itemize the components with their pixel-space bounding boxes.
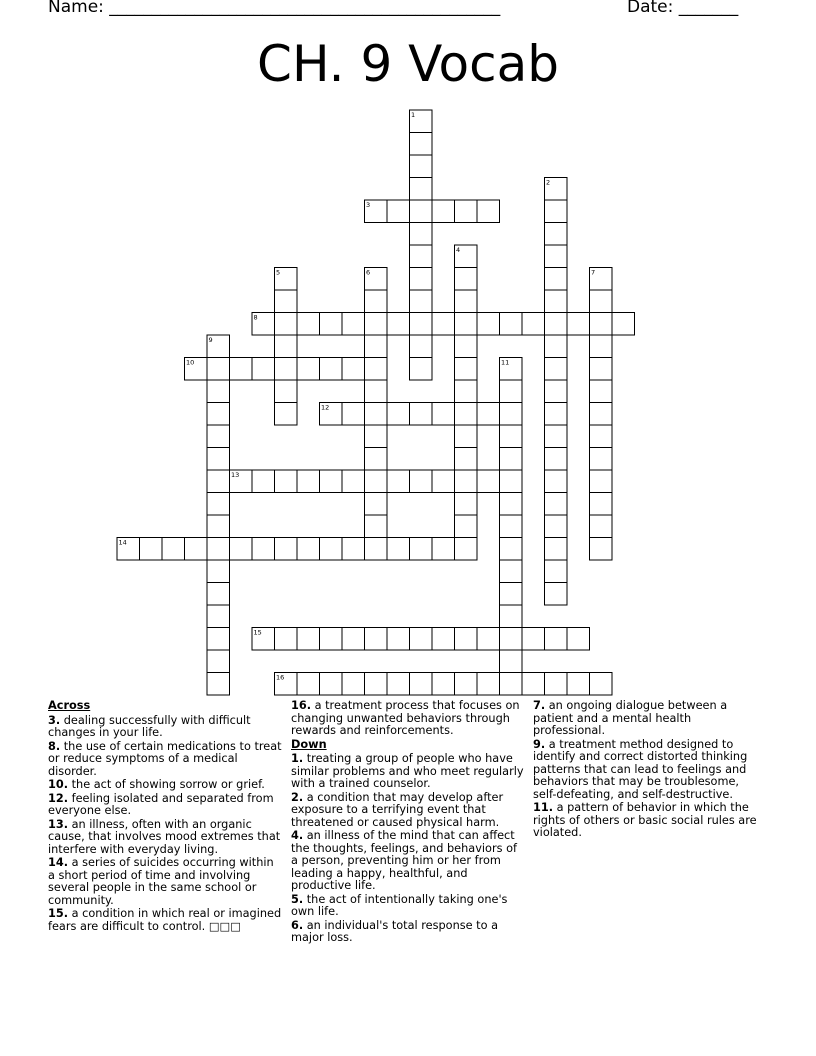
page-title: CH. 9 Vocab — [257, 35, 559, 93]
grid-cell[interactable] — [545, 448, 568, 471]
clue-across-15: 15. a condition in which real or imagined fears are difficult to control. □□□ — [48, 907, 282, 933]
cell-number: 11 — [501, 358, 510, 367]
cell-number: 9 — [208, 336, 213, 344]
grid-cell[interactable] — [275, 628, 298, 651]
grid-cell[interactable] — [297, 628, 320, 651]
grid-cell[interactable] — [410, 403, 433, 426]
grid-cell[interactable] — [545, 223, 568, 246]
grid-cell[interactable] — [410, 358, 433, 381]
grid-cell[interactable] — [590, 470, 613, 493]
grid-cell[interactable] — [500, 650, 523, 673]
grid-cell[interactable] — [432, 403, 455, 426]
grid-cell[interactable] — [320, 538, 343, 561]
grid-cell[interactable] — [500, 313, 523, 336]
grid-cell[interactable] — [275, 290, 298, 313]
cell-number: 7 — [591, 268, 596, 277]
grid-cell[interactable] — [207, 628, 230, 651]
grid-cell[interactable] — [545, 200, 568, 223]
grid-cell[interactable] — [275, 313, 298, 336]
grid-cell[interactable] — [297, 358, 320, 381]
grid-cell[interactable] — [545, 313, 568, 336]
grid-cell[interactable] — [477, 628, 500, 651]
grid-cell[interactable] — [230, 538, 253, 561]
grid-cell[interactable] — [590, 290, 613, 313]
grid-cell[interactable] — [545, 673, 568, 696]
grid-cell[interactable] — [545, 493, 568, 516]
cell-number: 6 — [366, 268, 371, 277]
grid-cell[interactable] — [545, 358, 568, 381]
grid-cell[interactable] — [432, 628, 455, 651]
grid-cell[interactable] — [500, 583, 523, 606]
grid-cell[interactable] — [410, 538, 433, 561]
cell-number: 16 — [276, 673, 285, 682]
grid-cell[interactable] — [387, 200, 410, 223]
grid-cell[interactable] — [365, 538, 388, 561]
grid-cell[interactable] — [410, 268, 433, 291]
grid-cell[interactable] — [410, 470, 433, 493]
grid-cell[interactable] — [185, 538, 208, 561]
grid-cell[interactable] — [342, 313, 365, 336]
grid-cell[interactable] — [207, 448, 230, 471]
grid-cell[interactable] — [410, 628, 433, 651]
grid-cell[interactable] — [590, 313, 613, 336]
grid-cell[interactable] — [410, 178, 433, 201]
grid-cell[interactable] — [275, 358, 298, 381]
grid-cell[interactable] — [252, 358, 275, 381]
grid-cell[interactable] — [567, 673, 590, 696]
grid-cell[interactable] — [590, 335, 613, 358]
grid-cell[interactable] — [455, 673, 478, 696]
date-field-label: Date: _______ — [627, 0, 739, 17]
grid-cell[interactable] — [207, 470, 230, 493]
grid-cell[interactable] — [545, 403, 568, 426]
grid-cell[interactable] — [500, 560, 523, 583]
grid-cell[interactable] — [410, 223, 433, 246]
cell-number: 10 — [186, 358, 195, 367]
grid-cell[interactable] — [590, 403, 613, 426]
grid-cell[interactable] — [455, 313, 478, 336]
grid-cell[interactable] — [455, 538, 478, 561]
grid-cell[interactable] — [297, 538, 320, 561]
grid-cell[interactable] — [230, 358, 253, 381]
grid-cell[interactable] — [320, 313, 343, 336]
grid-cell[interactable] — [500, 470, 523, 493]
grid-cell[interactable] — [365, 673, 388, 696]
clues-column-1 — [48, 700, 282, 934]
grid-cell[interactable] — [612, 313, 635, 336]
grid-cell[interactable] — [590, 493, 613, 516]
grid-cell[interactable] — [365, 358, 388, 381]
grid-cell[interactable] — [410, 200, 433, 223]
grid-cell[interactable] — [500, 425, 523, 448]
grid-cell[interactable] — [365, 403, 388, 426]
grid-cell[interactable] — [500, 605, 523, 628]
grid-cell[interactable] — [207, 515, 230, 538]
grid-cell[interactable] — [252, 470, 275, 493]
grid-cell[interactable] — [567, 313, 590, 336]
grid-cell[interactable] — [477, 313, 500, 336]
grid-cell[interactable] — [207, 560, 230, 583]
grid-cell[interactable] — [590, 358, 613, 381]
grid-cell[interactable] — [410, 245, 433, 268]
grid-cell[interactable] — [545, 515, 568, 538]
grid-cell[interactable] — [455, 268, 478, 291]
grid-cell[interactable] — [545, 380, 568, 403]
grid-cell[interactable] — [320, 470, 343, 493]
cell-number: 1 — [411, 111, 416, 119]
grid-cell[interactable] — [545, 628, 568, 651]
grid-cell[interactable] — [455, 493, 478, 516]
grid-cell[interactable] — [410, 155, 433, 178]
grid-cell[interactable] — [252, 538, 275, 561]
grid-cell[interactable] — [387, 470, 410, 493]
grid-cell[interactable] — [455, 448, 478, 471]
grid-cell[interactable] — [545, 245, 568, 268]
grid-cell[interactable] — [477, 403, 500, 426]
grid-cell[interactable] — [455, 335, 478, 358]
grid-cell[interactable] — [387, 313, 410, 336]
grid-cell[interactable] — [410, 335, 433, 358]
grid-cell[interactable] — [342, 358, 365, 381]
grid-cell[interactable] — [545, 538, 568, 561]
grid-cell[interactable] — [275, 403, 298, 426]
grid-cell[interactable] — [500, 493, 523, 516]
grid-cell[interactable] — [432, 673, 455, 696]
clues-column-2 — [291, 700, 525, 946]
grid-cell[interactable] — [342, 673, 365, 696]
grid-cell[interactable] — [455, 200, 478, 223]
grid-cell[interactable] — [432, 470, 455, 493]
grid-cell[interactable] — [297, 673, 320, 696]
grid-cell[interactable] — [455, 290, 478, 313]
grid-cell[interactable] — [522, 628, 545, 651]
grid-cell[interactable] — [455, 628, 478, 651]
grid-cell[interactable] — [590, 515, 613, 538]
grid-cell[interactable] — [455, 403, 478, 426]
grid-cell[interactable] — [365, 448, 388, 471]
clue-down-2: 2. a condition that may develop after exposure to a terrifying event that threatened or caused physical harm. — [291, 790, 504, 829]
grid-cell[interactable] — [590, 425, 613, 448]
clue-down-7: 7. an ongoing dialogue between a patient and a mental health professional. — [533, 699, 728, 737]
grid-cell[interactable] — [207, 380, 230, 403]
grid-cell[interactable] — [207, 538, 230, 561]
grid-cell[interactable] — [455, 470, 478, 493]
grid-cell[interactable] — [342, 538, 365, 561]
grid-cell[interactable] — [567, 628, 590, 651]
grid-cell[interactable] — [500, 380, 523, 403]
cell-number: 2 — [546, 178, 551, 187]
grid-cell[interactable] — [387, 538, 410, 561]
down-heading: Down — [291, 737, 327, 751]
grid-cell[interactable] — [365, 313, 388, 336]
grid-cell[interactable] — [545, 470, 568, 493]
grid-cell[interactable] — [432, 200, 455, 223]
grid-cell[interactable] — [320, 628, 343, 651]
grid-cell[interactable] — [477, 200, 500, 223]
cell-number: 13 — [231, 471, 240, 479]
grid-cell[interactable] — [545, 335, 568, 358]
grid-cell[interactable] — [455, 515, 478, 538]
grid-cell[interactable] — [455, 358, 478, 381]
grid-cell[interactable] — [500, 538, 523, 561]
grid-cell[interactable] — [207, 605, 230, 628]
grid-cell[interactable] — [455, 380, 478, 403]
grid-cell[interactable] — [500, 628, 523, 651]
cell-number: 4 — [456, 246, 461, 254]
clue-down-1: 1. treating a group of people who have similar problems and who meet regularly with a trained counselor. — [291, 752, 524, 790]
grid-cell[interactable] — [275, 538, 298, 561]
grid-cell[interactable] — [297, 313, 320, 336]
grid-cell[interactable] — [320, 673, 343, 696]
grid-cell[interactable] — [342, 403, 365, 426]
grid-cell[interactable] — [365, 470, 388, 493]
grid-cell[interactable] — [207, 358, 230, 381]
grid-cell[interactable] — [207, 425, 230, 448]
clue-down-4: 4. an illness of the mind that can affect the thoughts, feelings, and behaviors of a person, preventing him or her from leading a happy, healthful, and productive life. — [291, 829, 517, 892]
cell-number: 3 — [366, 201, 371, 209]
grid-cell[interactable] — [207, 583, 230, 606]
grid-cell[interactable] — [162, 538, 185, 561]
grid-cell[interactable] — [365, 628, 388, 651]
grid-cell[interactable] — [387, 403, 410, 426]
grid-cell[interactable] — [410, 133, 433, 156]
grid-cell[interactable] — [365, 335, 388, 358]
clue-down-6: 6. an individual's total response to a major loss. — [291, 918, 499, 944]
grid-cell[interactable] — [590, 673, 613, 696]
clue-across-12: 12. feeling isolated and separated from everyone else. — [48, 791, 274, 817]
grid-cell[interactable] — [590, 448, 613, 471]
grid-cell[interactable] — [590, 380, 613, 403]
grid-cell[interactable] — [207, 673, 230, 696]
grid-cell[interactable] — [545, 425, 568, 448]
grid-cell[interactable] — [410, 290, 433, 313]
grid-cell[interactable] — [500, 673, 523, 696]
grid-cell[interactable] — [545, 583, 568, 606]
grid-cell[interactable] — [545, 268, 568, 291]
grid-cell[interactable] — [545, 290, 568, 313]
grid-cell[interactable] — [140, 538, 163, 561]
grid-cell[interactable] — [432, 538, 455, 561]
cell-number: 15 — [253, 628, 262, 637]
grid-cell[interactable] — [410, 673, 433, 696]
grid-cell[interactable] — [500, 515, 523, 538]
grid-cell[interactable] — [207, 650, 230, 673]
grid-cell[interactable] — [522, 313, 545, 336]
name-field-label: Name: ______________________________________________ — [48, 0, 501, 17]
cell-number: 12 — [321, 403, 330, 412]
grid-cell[interactable] — [522, 673, 545, 696]
grid-cell[interactable] — [545, 560, 568, 583]
grid-cell[interactable] — [432, 313, 455, 336]
grid-cell[interactable] — [275, 335, 298, 358]
grid-cell[interactable] — [275, 470, 298, 493]
grid-cell[interactable] — [320, 358, 343, 381]
across-heading: Across — [48, 699, 91, 712]
clue-across-13: 13. an illness, often with an organic cause, that involves mood extremes that interfere with everyday living. — [48, 817, 281, 856]
clue-down-5: 5. the act of intentionally taking one's own life. — [291, 892, 508, 918]
clue-across-14: 14. a series of suicides occurring within a short period of time and involving several people in the same school or community. — [48, 856, 274, 907]
grid-cell[interactable] — [477, 470, 500, 493]
grid-cell[interactable] — [455, 425, 478, 448]
grid-cell[interactable] — [500, 448, 523, 471]
grid-cell[interactable] — [275, 380, 298, 403]
grid-cell[interactable] — [365, 493, 388, 516]
clue-across-8: 8. the use of certain medications to treat or reduce symptoms of a medical disorder. — [48, 739, 282, 778]
grid-cell[interactable] — [207, 403, 230, 426]
grid-cell[interactable] — [500, 403, 523, 426]
grid-cell[interactable] — [342, 470, 365, 493]
cell-number: 5 — [276, 268, 281, 277]
grid-cell[interactable] — [365, 290, 388, 313]
grid-cell[interactable] — [342, 628, 365, 651]
clue-down-9: 9. a treatment method designed to identify and correct distorted thinking patterns that can lead to feelings and behaviors that may be troublesome, self-defeating, and self-destructive. — [533, 737, 748, 801]
grid-cell[interactable] — [590, 538, 613, 561]
grid-cell[interactable] — [387, 628, 410, 651]
clues-column-3 — [533, 700, 765, 841]
grid-cell[interactable] — [477, 673, 500, 696]
cell-number: 8 — [253, 313, 258, 322]
grid-cell[interactable] — [365, 425, 388, 448]
grid-cell[interactable] — [207, 493, 230, 516]
clue-across-3: 3. dealing successfully with difficult changes in your life. — [48, 713, 251, 739]
grid-cell[interactable] — [365, 515, 388, 538]
grid-cell[interactable] — [410, 313, 433, 336]
grid-cell[interactable] — [365, 380, 388, 403]
cell-number: 14 — [118, 538, 127, 547]
grid-cell[interactable] — [297, 470, 320, 493]
clue-across-16: 16. a treatment process that focuses on changing unwanted behaviors through rewards and reinforcements. — [291, 699, 520, 737]
grid-cell[interactable] — [387, 673, 410, 696]
clue-down-11: 11. a pattern of behavior in which the rights of others or basic social rules are violated. — [533, 801, 757, 839]
clue-across-10: 10. the act of showing sorrow or grief. — [48, 778, 265, 791]
